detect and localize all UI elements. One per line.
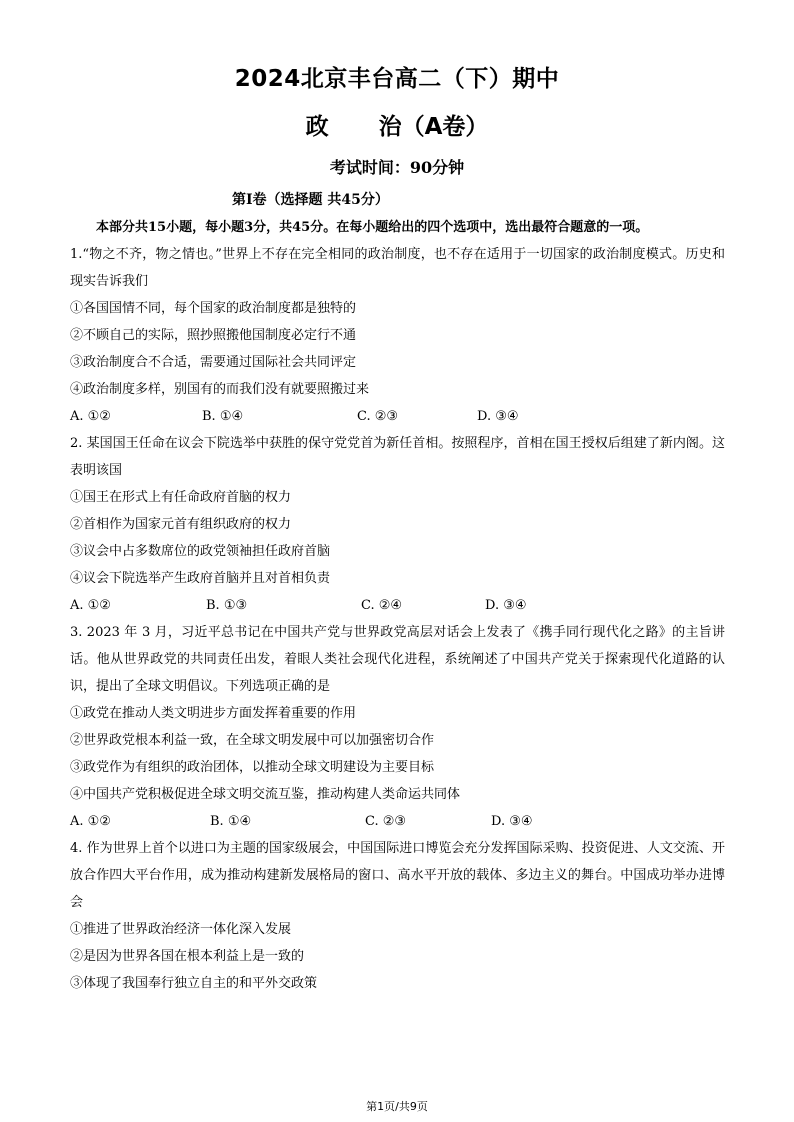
exam-time: 考试时间：90分钟 [329, 158, 465, 177]
choice-b[interactable]: B. ①④ [210, 814, 252, 829]
question-item: ③议会中占多数席位的政党领袖担任政府首脑 [70, 544, 331, 559]
question-4 [70, 835, 725, 997]
subject-title [0, 108, 794, 141]
question-2 [70, 430, 725, 619]
question-stem: 2. 某国国王任命在议会下院选举中获胜的保守党党首为新任首相。按照程序，首相在国王授权后组建了新内阁。这表明该国 [70, 436, 725, 478]
subject-title-left: 政 [305, 114, 329, 140]
choice-d[interactable]: D. ③④ [477, 409, 519, 424]
choice-d[interactable]: D. ③④ [485, 598, 527, 613]
choice-c[interactable]: C. ②③ [365, 814, 407, 829]
choice-a[interactable]: A. ①② [70, 409, 111, 424]
exam-title: 2024北京丰台高二（下）期中 [234, 66, 560, 92]
question-stem: 3. 2023 年 3 月，习近平总书记在中国共产党与世界政党高层对话会上发表了《携手同行现代化之路》的主旨讲话。他从世界政党的共同责任出发，着眼人类社会现代化进程，系统阐述了中国共产党关于探索现代化道路的认识，提出了全球文明倡议。下列选项正确的是 [70, 625, 725, 694]
question-item: ③政治制度合不合适，需要通过国际社会共同评定 [70, 355, 357, 370]
question-3 [70, 619, 725, 835]
question-item: ②是因为世界各国在根本利益上是一致的 [70, 949, 305, 964]
question-item: ③体现了我国奉行独立自主的和平外交政策 [70, 976, 318, 991]
question-1 [70, 241, 725, 430]
choice-a[interactable]: A. ①② [70, 814, 111, 829]
question-item: ④议会下院选举产生政府首脑并且对首相负责 [70, 571, 331, 586]
question-stem: 4. 作为世界上首个以进口为主题的国家级展会，中国国际进口博览会充分发挥国际采购、投资促进、人文交流、开放合作四大平台作用，成为推动构建新发展格局的窗口、高水平开放的载体、多边主义的舞台。中国成功举办进博会 [70, 841, 725, 910]
question-item: ④政治制度多样，别国有的而我们没有就要照搬过来 [70, 382, 370, 397]
section-title: 第Ⅰ卷（选择题 共45分） [232, 192, 389, 208]
answer-choices [70, 592, 725, 619]
question-list [70, 214, 725, 997]
answer-choices [70, 808, 725, 835]
question-item: ①推进了世界政治经济一体化深入发展 [70, 922, 292, 937]
choice-c[interactable]: C. ②④ [361, 598, 403, 613]
question-stem: 1.“物之不齐，物之情也。”世界上不存在完全相同的政治制度，也不存在适用于一切国家的政治制度模式。历史和现实告诉我们 [70, 247, 725, 289]
choice-d[interactable]: D. ③④ [491, 814, 533, 829]
choice-b[interactable]: B. ①④ [202, 409, 244, 424]
question-item: ②世界政党根本利益一致，在全球文明发展中可以加强密切合作 [70, 733, 435, 748]
choice-c[interactable]: C. ②③ [357, 409, 399, 424]
question-item: ①国王在形式上有任命政府首脑的权力 [70, 490, 292, 505]
question-item: ③政党作为有组织的政治团体，以推动全球文明建设为主要目标 [70, 760, 435, 775]
choice-b[interactable]: B. ①③ [206, 598, 248, 613]
question-item: ①政党在推动人类文明进步方面发挥着重要的作用 [70, 706, 357, 721]
page-number: 第1页/共9页 [366, 1100, 428, 1113]
question-item: ④中国共产党积极促进全球文明交流互鉴，推动构建人类命运共同体 [70, 787, 461, 802]
question-item: ②不顾自己的实际，照抄照搬他国制度必定行不通 [70, 328, 357, 343]
section-instruction: 本部分共15小题，每小题3分，共45分。在每小题给出的四个选项中，选出最符合题意的一项。 [96, 220, 649, 235]
question-item: ②首相作为国家元首有组织政府的权力 [70, 517, 292, 532]
subject-title-right: 治（A卷） [378, 114, 489, 140]
answer-choices [70, 403, 725, 430]
choice-a[interactable]: A. ①② [70, 598, 111, 613]
question-item: ①各国国情不同，每个国家的政治制度都是独特的 [70, 301, 357, 316]
